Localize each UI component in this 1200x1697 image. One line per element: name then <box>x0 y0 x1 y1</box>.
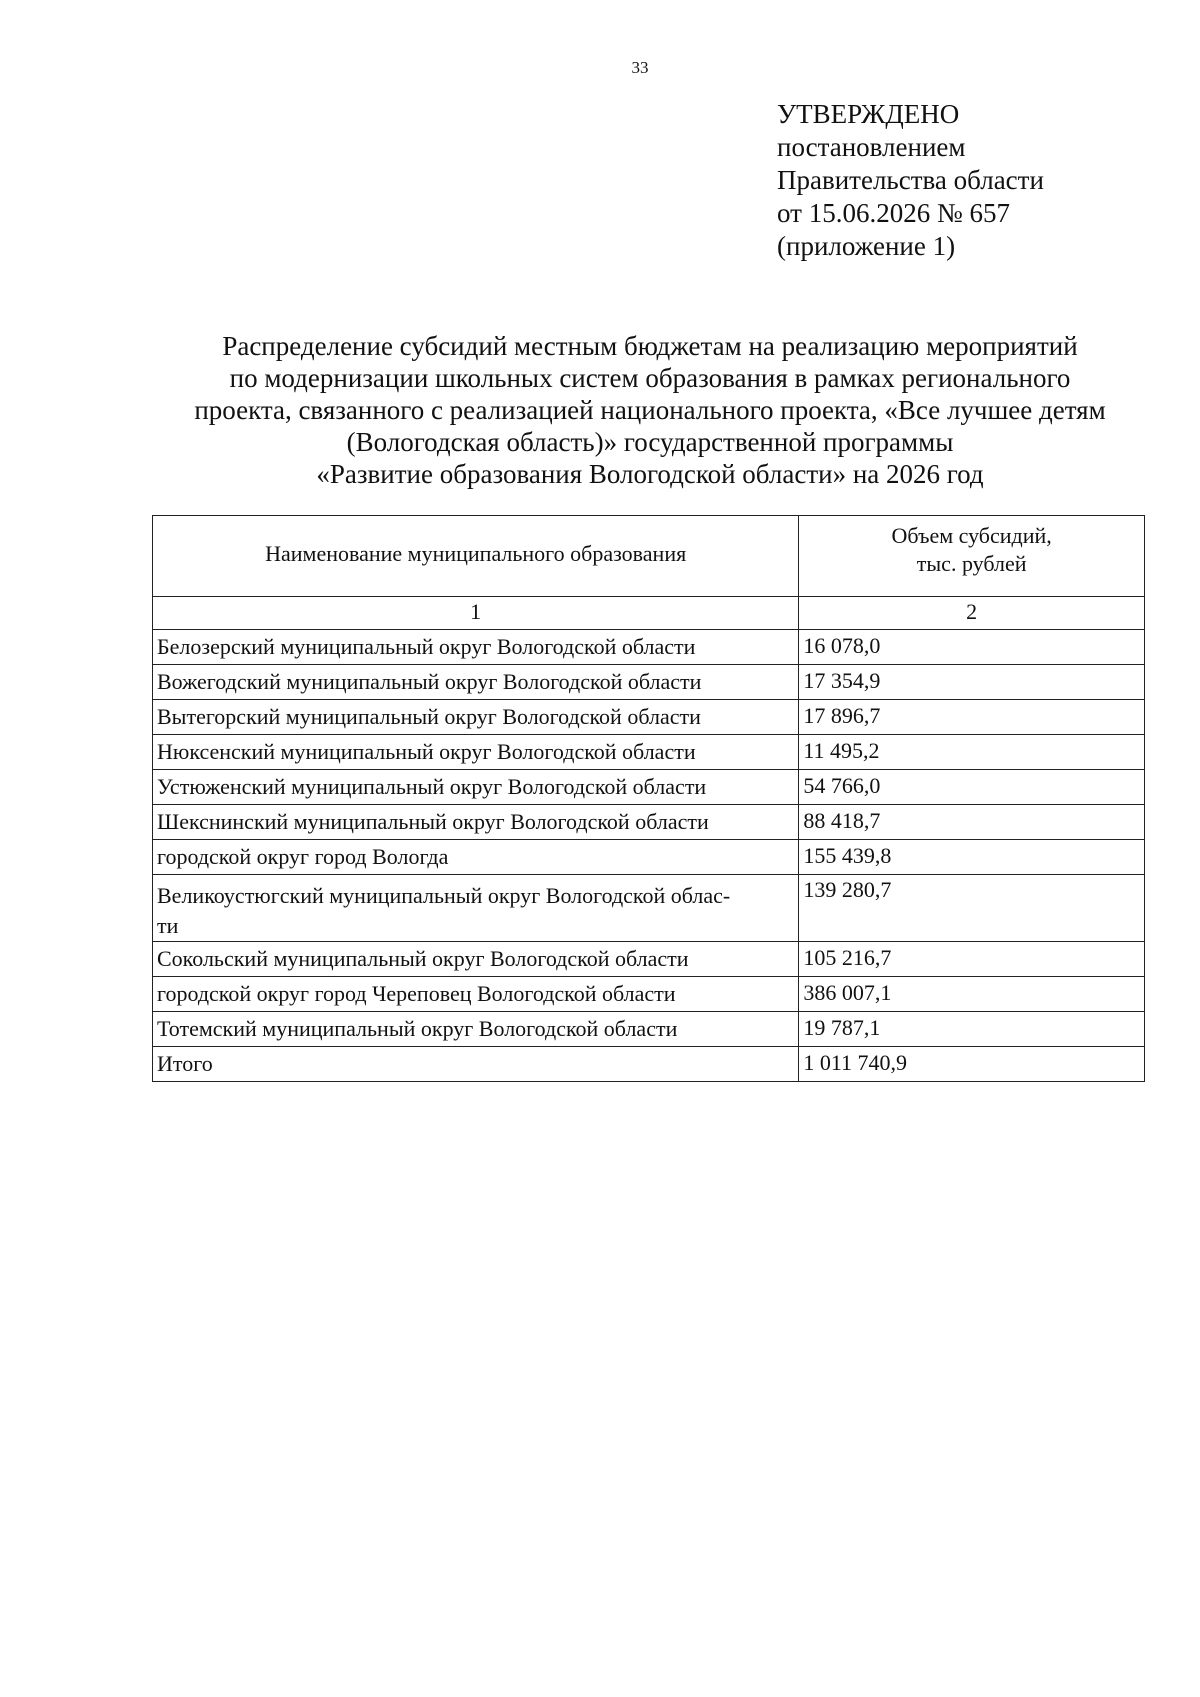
municipality-name-part: ти <box>157 913 179 938</box>
header-municipality: Наименование муниципального образования <box>153 516 799 597</box>
table-row <box>153 700 1145 735</box>
page-number: 33 <box>631 58 649 77</box>
table-row <box>153 630 1145 665</box>
approval-line: Правительства области <box>777 165 1044 195</box>
subsidy-amount: 386 007,1 <box>799 977 1145 1012</box>
municipality-name: Шекснинский муниципальный округ Вологодской области <box>153 805 799 840</box>
municipality-name <box>153 875 799 942</box>
header-amount-line: Объем субсидий, <box>891 523 1052 548</box>
approval-line: постановлением <box>777 132 966 162</box>
table-row <box>153 735 1145 770</box>
municipality-name: Белозерский муниципальный округ Вологодской области <box>153 630 799 665</box>
title-line: «Развитие образования Вологодской области» на 2026 год <box>316 459 984 489</box>
title-line: проекта, связанного с реализацией национального проекта, «Все лучшее детям <box>194 395 1106 425</box>
approval-line: (приложение 1) <box>777 231 956 261</box>
subsidy-amount: 17 896,7 <box>799 700 1145 735</box>
subsidy-amount: 54 766,0 <box>799 770 1145 805</box>
table-row <box>153 665 1145 700</box>
total-label: Итого <box>153 1047 799 1082</box>
subsidy-amount: 155 439,8 <box>799 840 1145 875</box>
municipality-name: Устюженский муниципальный округ Вологодской области <box>153 770 799 805</box>
table-row <box>153 977 1145 1012</box>
table-row <box>153 875 1145 942</box>
document-title <box>110 330 1190 490</box>
title-line: Распределение субсидий местным бюджетам на реализацию мероприятий <box>222 331 1078 361</box>
approval-stamp <box>777 98 1044 263</box>
municipality-name: Сокольский муниципальный округ Вологодской области <box>153 942 799 977</box>
subsidies-table <box>152 515 1145 1082</box>
header-amount-unit: тыс. рублей <box>916 551 1027 576</box>
table-row <box>153 770 1145 805</box>
municipality-name: Нюксенский муниципальный округ Вологодской области <box>153 735 799 770</box>
table-row <box>153 805 1145 840</box>
table-row <box>153 1012 1145 1047</box>
title-line: по модернизации школьных систем образования в рамках регионального <box>229 363 1071 393</box>
subsidy-amount: 19 787,1 <box>799 1012 1145 1047</box>
municipality-name-part: Великоустюгский муниципальный округ Вологодской облас- <box>157 883 731 908</box>
total-amount: 1 011 740,9 <box>799 1047 1145 1082</box>
municipality-name: городской округ город Череповец Вологодской области <box>153 977 799 1012</box>
municipality-name: городской округ город Вологда <box>153 840 799 875</box>
subsidy-amount: 17 354,9 <box>799 665 1145 700</box>
approval-line: от 15.06.2026 № 657 <box>777 198 1010 228</box>
table-row <box>153 942 1145 977</box>
table-row <box>153 840 1145 875</box>
column-number-row <box>153 597 1145 630</box>
municipality-name: Вожегодский муниципальный округ Вологодской области <box>153 665 799 700</box>
column-number: 1 <box>153 597 799 630</box>
subsidy-amount: 16 078,0 <box>799 630 1145 665</box>
total-row <box>153 1047 1145 1082</box>
municipality-name: Вытегорский муниципальный округ Вологодской области <box>153 700 799 735</box>
approval-line: УТВЕРЖДЕНО <box>777 99 960 129</box>
subsidy-amount: 105 216,7 <box>799 942 1145 977</box>
subsidy-amount: 88 418,7 <box>799 805 1145 840</box>
table-header-row <box>153 516 1145 597</box>
header-amount <box>799 516 1145 597</box>
subsidy-amount: 11 495,2 <box>799 735 1145 770</box>
title-line: (Вологодская область)» государственной программы <box>346 427 954 457</box>
municipality-name: Тотемский муниципальный округ Вологодской области <box>153 1012 799 1047</box>
subsidy-amount: 139 280,7 <box>799 875 1145 942</box>
column-number: 2 <box>799 597 1145 630</box>
